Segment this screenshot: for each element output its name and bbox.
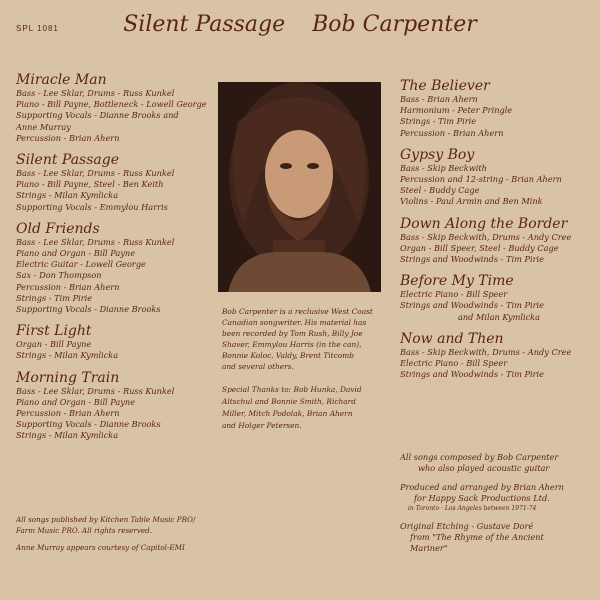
credit-line: Piano - Bill Payne, Steel - Ben Keith bbox=[16, 179, 164, 190]
track-now-and-then bbox=[400, 331, 596, 381]
credit-line: Violins - Paul Armin and Ben Mink bbox=[400, 196, 543, 207]
credit-line: Percussion - Brian Ahern bbox=[16, 281, 120, 292]
credit-line: Electric Guitar - Lowell George bbox=[16, 259, 146, 270]
credit-line: Bass - Skip Beckwith bbox=[400, 162, 487, 173]
track-title: Now and Then bbox=[400, 330, 504, 347]
credit-line: Bass - Skip Beckwith, Drums - Andy Cree bbox=[400, 346, 572, 357]
right-track-list bbox=[400, 78, 596, 388]
credit-line: and Milan Kymlicka bbox=[458, 311, 541, 322]
special-thanks bbox=[222, 384, 402, 432]
publishing-notes bbox=[16, 514, 246, 553]
track-title: First Light bbox=[16, 323, 92, 340]
credit-line: Supporting Vocals - Dianne Brooks bbox=[16, 304, 161, 315]
credit-line: Electric Piano - Bill Speer bbox=[400, 358, 508, 369]
track-title: The Believer bbox=[400, 78, 490, 94]
page-title bbox=[0, 12, 600, 37]
credit-line: Bass - Brian Ahern bbox=[400, 94, 478, 104]
track-silent-passage bbox=[16, 152, 226, 213]
credit-line: Strings and Woodwinds - Tim Pirie bbox=[400, 254, 544, 265]
credit-line: Piano and Organ - Bill Payne bbox=[16, 248, 136, 259]
track-title: Miracle Man bbox=[16, 72, 107, 88]
note-line: Mariner" bbox=[410, 543, 448, 553]
note-line: who also played acoustic guitar bbox=[418, 463, 550, 473]
credit-line: Percussion - Brian Ahern bbox=[16, 132, 120, 143]
artist-photo bbox=[218, 82, 381, 292]
track-miracle-man bbox=[16, 72, 226, 144]
bio-line: been recorded by Tom Rush, Billy Joe bbox=[222, 329, 363, 338]
composer-note bbox=[400, 452, 596, 474]
track-before-my-time bbox=[400, 273, 596, 323]
bio-line: and several others. bbox=[222, 362, 294, 371]
note-line: Produced and arranged by Brian Ahern bbox=[400, 482, 564, 492]
credit-line: Percussion - Brian Ahern bbox=[400, 127, 504, 138]
portrait-illustration bbox=[218, 82, 381, 292]
bio-line: Shaver, Emmylou Harris (in the can), bbox=[222, 340, 362, 349]
credit-line: Piano - Bill Payne, Bottleneck - Lowell George bbox=[16, 99, 207, 110]
catalog-number: SPL 1081 bbox=[16, 24, 59, 33]
thanks-line: Altschul and Bonnie Smith, Richard bbox=[222, 397, 356, 406]
credit-line: Bass - Lee Sklar, Drums - Russ Kunkel bbox=[16, 168, 175, 179]
producer-note bbox=[400, 482, 596, 513]
track-title: Gypsy Boy bbox=[400, 146, 475, 163]
credit-line: Organ - Bill Payne bbox=[16, 339, 92, 350]
credit-line: Electric Piano - Bill Speer bbox=[400, 289, 508, 300]
artist-name: Bob Carpenter bbox=[312, 12, 477, 37]
note-line: for Happy Sack Productions Ltd. bbox=[414, 493, 550, 503]
credit-line: Supporting Vocals - Dianne Brooks bbox=[16, 419, 161, 430]
bio-line: Canadian songwriter. His material has bbox=[222, 318, 367, 327]
note-line: Farm Music PRO. All rights reserved. bbox=[16, 526, 153, 535]
note-line: Original Etching - Gustave Doré bbox=[400, 521, 534, 531]
credit-line: Bass - Lee Sklar, Drums - Russ Kunkel bbox=[16, 385, 175, 396]
track-down-along-the-border bbox=[400, 216, 596, 266]
artist-bio bbox=[222, 306, 402, 372]
credit-line: Strings - Tim Pirie bbox=[16, 292, 93, 303]
track-gypsy-boy bbox=[400, 147, 596, 208]
credit-line: Sax - Don Thompson bbox=[16, 270, 102, 281]
track-title: Silent Passage bbox=[16, 152, 120, 169]
credit-line: Strings - Tim Pirie bbox=[400, 116, 477, 127]
recorded-note: in Toronto · Los Angeles between 1971-74 bbox=[408, 505, 537, 512]
bio-line: Bonnie Koloc, Valdy, Brent Titcomb bbox=[222, 351, 354, 360]
track-title: Before My Time bbox=[400, 273, 514, 290]
credit-line: Anne Murray bbox=[16, 121, 71, 132]
credit-line: Strings and Woodwinds - Tim Pirie bbox=[400, 300, 544, 311]
track-title: Morning Train bbox=[16, 369, 120, 386]
credit-line: Harmonium - Peter Pringle bbox=[400, 105, 513, 116]
thanks-line: Miller, Mitch Podolak, Brian Ahern bbox=[222, 409, 353, 418]
track-title: Old Friends bbox=[16, 220, 100, 237]
credit-line: Supporting Vocals - Dianne Brooks and bbox=[16, 110, 179, 121]
track-the-believer bbox=[400, 78, 596, 139]
thanks-line: and Holger Petersen. bbox=[222, 421, 302, 430]
credit-line: Bass - Lee Sklar, Drums - Russ Kunkel bbox=[16, 88, 175, 98]
credit-line: Steel - Buddy Cage bbox=[400, 185, 480, 196]
track-title: Down Along the Border bbox=[400, 215, 568, 232]
left-track-list bbox=[16, 72, 226, 450]
note-line: All songs composed by Bob Carpenter bbox=[400, 452, 559, 462]
thanks-line: Special Thanks to: Bob Hunka, David bbox=[222, 385, 362, 394]
track-old-friends bbox=[16, 221, 226, 315]
etching-credit bbox=[400, 521, 596, 554]
credit-line: Strings - Milan Kymlicka bbox=[16, 190, 119, 201]
credit-line: Piano and Organ - Bill Payne bbox=[16, 396, 136, 407]
credit-line: Strings - Milan Kymlicka bbox=[16, 430, 119, 441]
production-notes bbox=[400, 452, 596, 562]
track-morning-train bbox=[16, 370, 226, 442]
bio-line: Bob Carpenter is a reclusive West Coast bbox=[222, 307, 373, 316]
credit-line: Percussion and 12-string - Brian Ahern bbox=[400, 174, 562, 185]
note-line: from "The Rhyme of the Ancient bbox=[410, 532, 544, 542]
credit-line: Bass - Lee Sklar, Drums - Russ Kunkel bbox=[16, 236, 175, 247]
track-first-light bbox=[16, 323, 226, 361]
courtesy-note: Anne Murray appears courtesy of Capitol-EMI bbox=[16, 543, 185, 552]
credit-line: Supporting Vocals - Emmylou Harris bbox=[16, 201, 168, 212]
credit-line: Bass - Skip Beckwith, Drums - Andy Cree bbox=[400, 231, 572, 242]
album-title: Silent Passage bbox=[123, 12, 286, 37]
credit-line: Strings and Woodwinds - Tim Pirie bbox=[400, 369, 544, 380]
credit-line: Organ - Bill Speer, Steel - Buddy Cage bbox=[400, 242, 559, 253]
credit-line: Strings - Milan Kymlicka bbox=[16, 350, 119, 361]
note-line: All songs published by Kitchen Table Music PRO/ bbox=[16, 515, 196, 524]
credit-line: Percussion - Brian Ahern bbox=[16, 408, 120, 419]
